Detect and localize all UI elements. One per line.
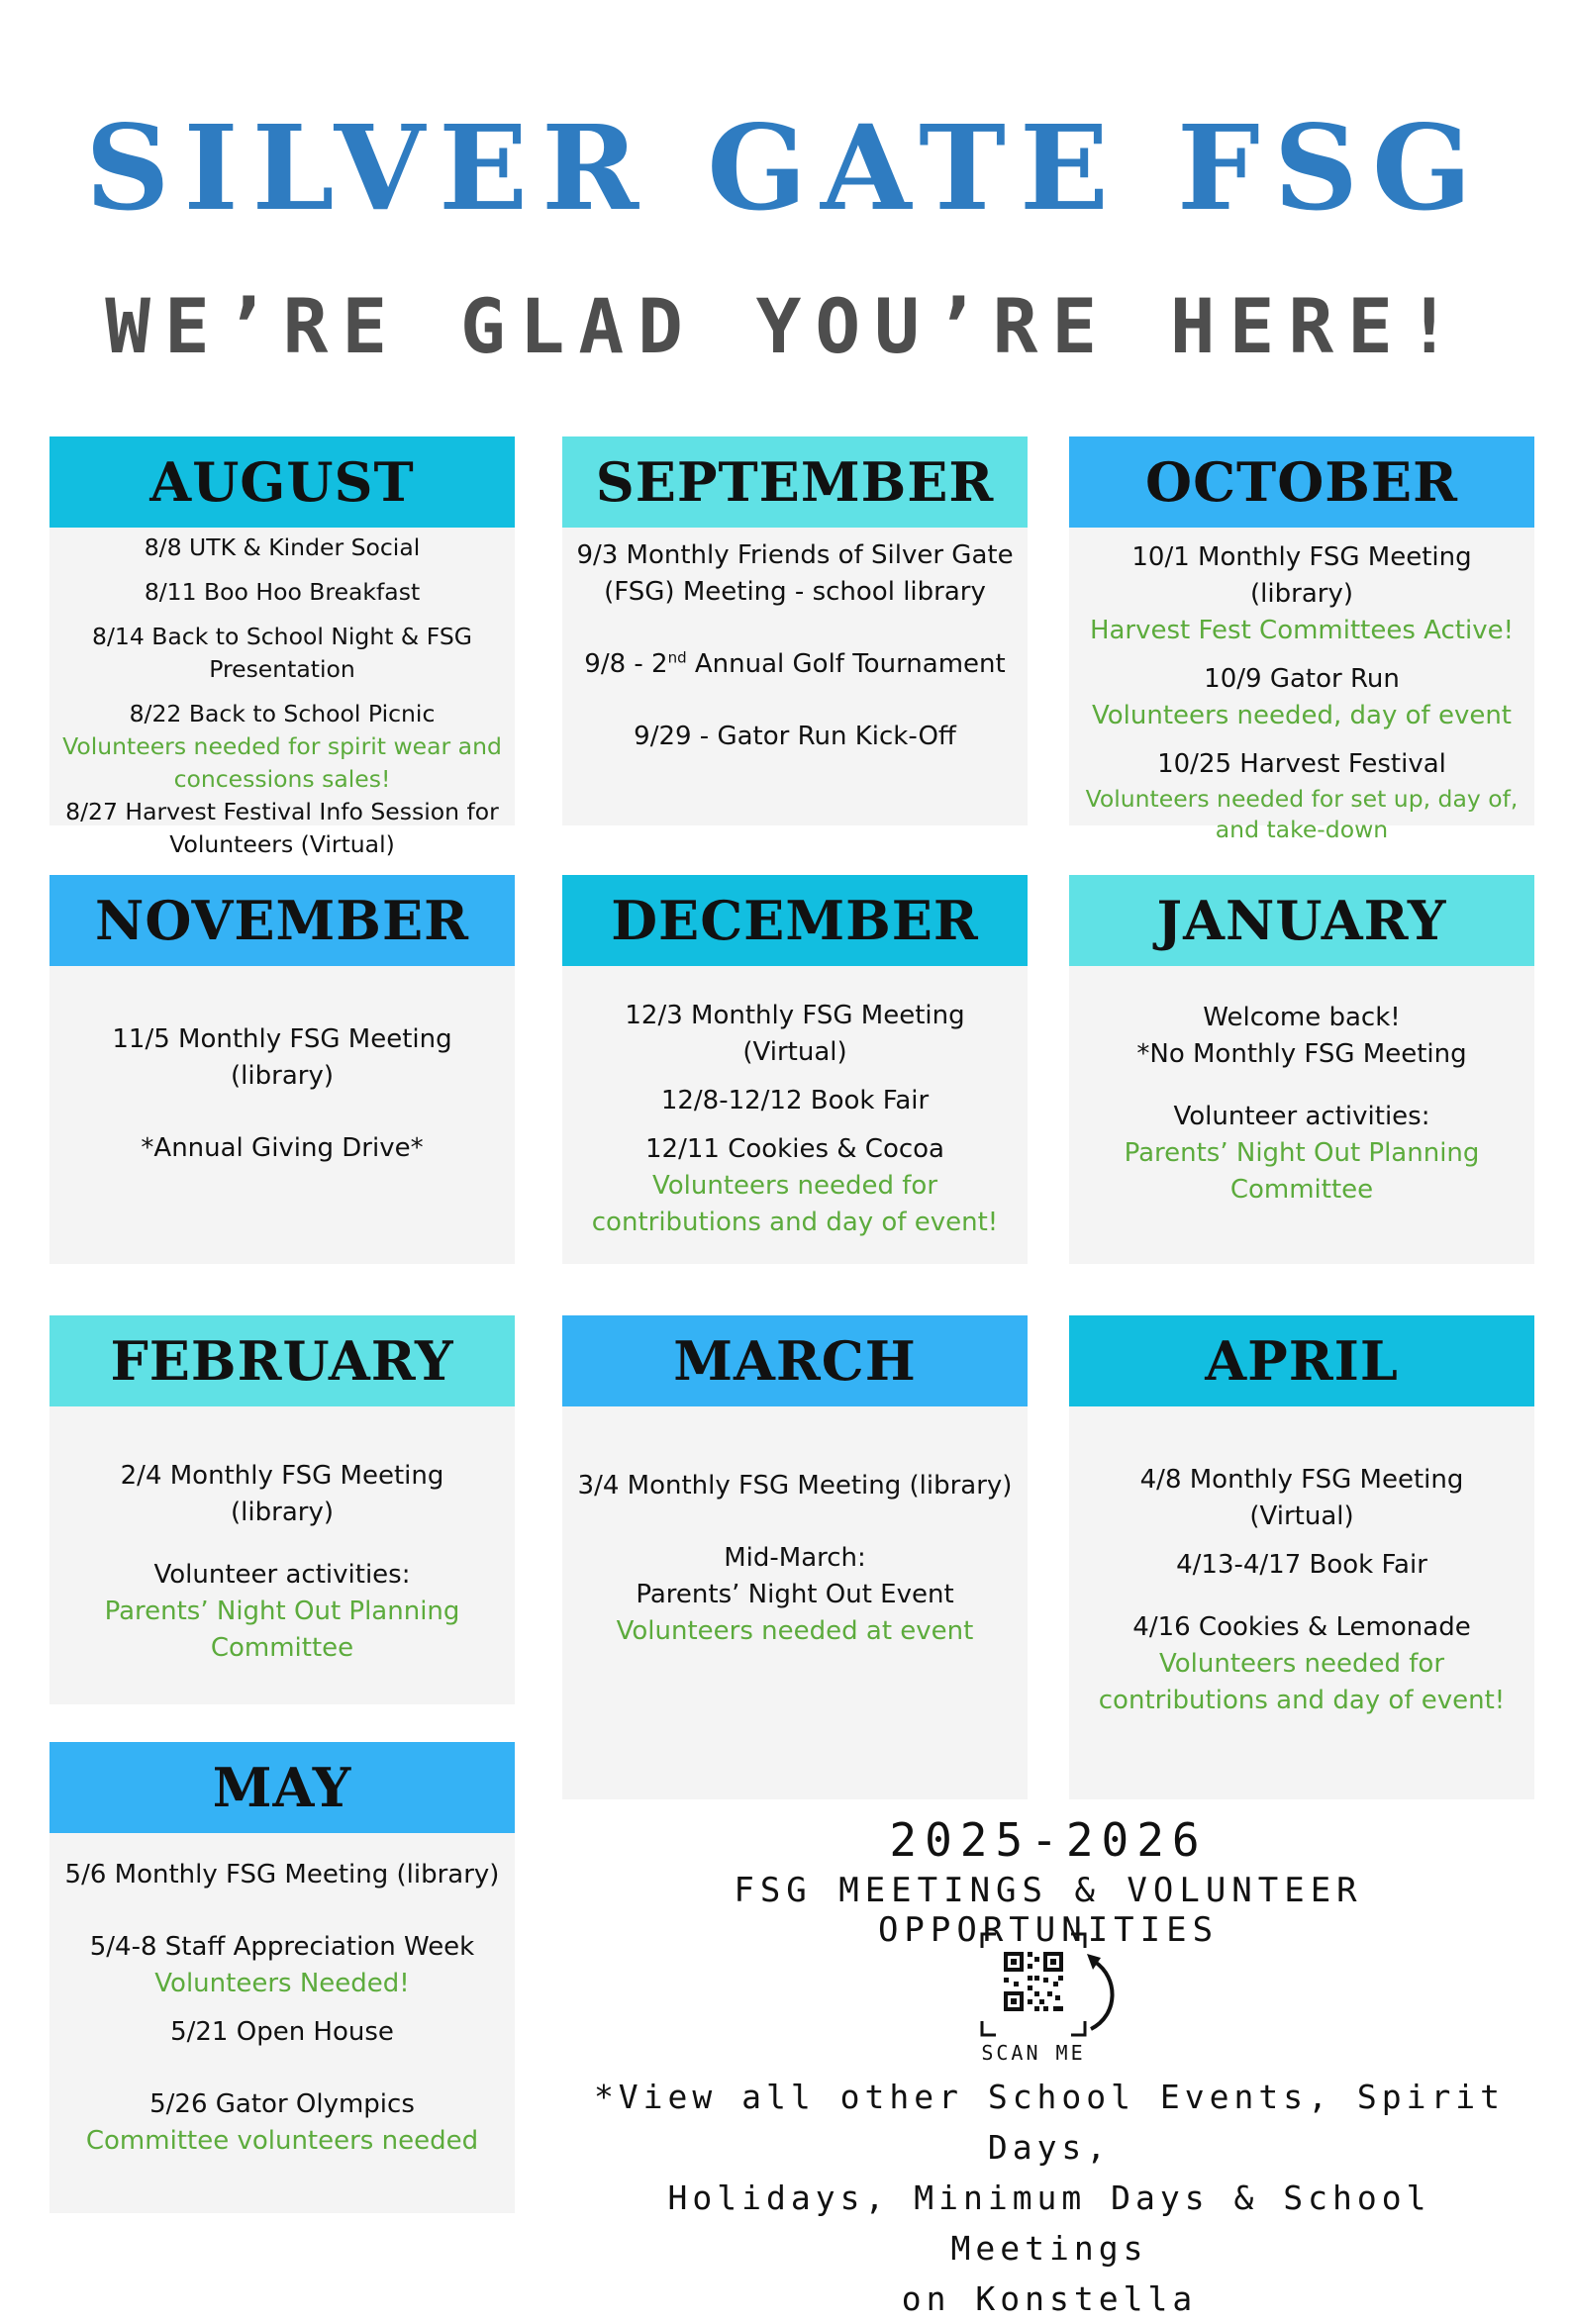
event-line: 2/4 Monthly FSG Meeting: [120, 1461, 444, 1491]
volunteer-note: concessions sales!: [173, 765, 391, 793]
event-line: 8/14 Back to School Night & FSG: [92, 623, 472, 650]
month-body-december: [562, 966, 1028, 1241]
event-line: *No Monthly FSG Meeting: [1136, 1039, 1467, 1069]
event-line: 5/4-8 Staff Appreciation Week: [89, 1932, 475, 1962]
month-card-december: [562, 875, 1028, 1264]
volunteer-note: Volunteers needed for set up, day of,: [1085, 785, 1519, 813]
event-line: Welcome back!: [1203, 1003, 1401, 1032]
month-body-january: [1069, 966, 1534, 1209]
month-header-april: APRIL: [1069, 1315, 1534, 1406]
event-line: 4/13-4/17 Book Fair: [1176, 1550, 1427, 1580]
event-line: 9/3 Monthly Friends of Silver Gate: [576, 540, 1014, 570]
event-line: Mid-March:: [724, 1543, 866, 1573]
footer-note-line: *View all other School Events, Spirit Days,: [593, 2078, 1506, 2167]
event-line: 5/26 Gator Olympics: [149, 2089, 415, 2119]
month-body-february: [49, 1406, 515, 1667]
volunteer-note: Volunteers needed for spirit wear and: [62, 732, 502, 760]
event-line: *Annual Giving Drive*: [141, 1133, 424, 1163]
month-body-september: [562, 528, 1028, 755]
volunteer-note: and take-down: [1215, 816, 1389, 843]
event-line: Volunteer activities:: [1173, 1102, 1430, 1131]
volunteer-note: Committee: [1229, 1175, 1374, 1205]
footer-note-line: Holidays, Minimum Days & School Meetings: [667, 2179, 1431, 2268]
event-line: (FSG) Meeting - school library: [604, 577, 986, 607]
scan-me-label: SCAN ME: [981, 2041, 1086, 2065]
event-line: 4/8 Monthly FSG Meeting: [1139, 1465, 1464, 1495]
month-body-august: [49, 528, 515, 861]
qr-code-icon[interactable]: [978, 1930, 1136, 2041]
event-line: (Virtual): [1249, 1501, 1354, 1531]
volunteer-note: Parents’ Night Out Planning: [1124, 1138, 1480, 1168]
event-line: 5/6 Monthly FSG Meeting (library): [64, 1860, 500, 1889]
month-header-august: AUGUST: [49, 436, 515, 528]
event-line: 9/8 - 2nd Annual Golf Tournament: [584, 648, 1006, 679]
month-card-april: [1069, 1315, 1534, 1799]
month-card-march: [562, 1315, 1028, 1799]
volunteer-note: Volunteers Needed!: [154, 1969, 410, 1998]
volunteer-note: Committee volunteers needed: [85, 2126, 479, 2156]
event-line: (Virtual): [742, 1037, 847, 1067]
month-header-may: MAY: [49, 1742, 515, 1833]
month-card-february: [49, 1315, 515, 1704]
event-line: 5/21 Open House: [170, 2017, 394, 2047]
month-header-october: OCTOBER: [1069, 436, 1534, 528]
event-line: 3/4 Monthly FSG Meeting (library): [577, 1471, 1013, 1501]
event-line: (library): [231, 1498, 334, 1527]
month-header-december: DECEMBER: [562, 875, 1028, 966]
volunteer-note: Volunteers needed at event: [616, 1616, 974, 1646]
month-body-october: [1069, 528, 1534, 843]
event-line: 8/11 Boo Hoo Breakfast: [144, 578, 421, 606]
volunteer-note: Parents’ Night Out Planning: [104, 1597, 460, 1626]
month-body-november: [49, 966, 515, 1167]
event-line: 9/29 - Gator Run Kick-Off: [634, 722, 956, 751]
month-header-september: SEPTEMBER: [562, 436, 1028, 528]
volunteer-note: Volunteers needed for: [1158, 1649, 1445, 1679]
event-line: 12/8-12/12 Book Fair: [660, 1086, 930, 1115]
volunteer-note: Volunteers needed, day of event: [1091, 701, 1512, 730]
volunteer-note: contributions and day of event!: [591, 1208, 999, 1237]
event-line: 8/8 UTK & Kinder Social: [144, 533, 421, 561]
month-body-april: [1069, 1406, 1534, 1719]
event-line: 12/3 Monthly FSG Meeting: [625, 1001, 965, 1030]
event-line: 8/22 Back to School Picnic: [129, 700, 436, 727]
volunteer-note: contributions and day of event!: [1098, 1686, 1506, 1715]
month-card-may: [49, 1742, 515, 2213]
month-header-march: MARCH: [562, 1315, 1028, 1406]
event-line: Parents’ Night Out Event: [636, 1580, 954, 1609]
page-subtitle: WE’RE GLAD YOU’RE HERE!: [105, 282, 1466, 370]
footer-subtitle: FSG MEETINGS & VOLUNTEER OPPORTUNITIES: [734, 1871, 1363, 1950]
event-line: Volunteers (Virtual): [169, 830, 395, 858]
event-line: 10/1 Monthly FSG Meeting (library): [1131, 542, 1472, 609]
month-header-january: JANUARY: [1069, 875, 1534, 966]
month-header-november: NOVEMBER: [49, 875, 515, 966]
month-card-september: [562, 436, 1028, 825]
month-card-october: [1069, 436, 1534, 843]
event-line: 11/5 Monthly FSG Meeting (library): [112, 1024, 452, 1091]
event-line: 10/9 Gator Run: [1204, 664, 1400, 694]
volunteer-note: Committee: [210, 1633, 354, 1663]
month-body-march: [562, 1406, 1028, 1650]
volunteer-note: Harvest Fest Committees Active!: [1089, 616, 1515, 645]
school-year: 2025-2026: [889, 1813, 1208, 1867]
month-card-january: [1069, 875, 1534, 1264]
event-line: 4/16 Cookies & Lemonade: [1132, 1612, 1471, 1642]
volunteer-note: Volunteers needed for: [651, 1171, 938, 1201]
footer-note: [584, 2072, 1515, 2324]
page-title: SILVER GATE FSG: [85, 99, 1486, 237]
month-header-february: FEBRUARY: [49, 1315, 515, 1406]
event-line: 10/25 Harvest Festival: [1157, 749, 1446, 779]
event-line: Presentation: [209, 655, 355, 683]
event-line: 8/27 Harvest Festival Info Session for: [65, 798, 499, 825]
event-line: 12/11 Cookies & Cocoa: [645, 1134, 944, 1164]
month-card-august: [49, 436, 515, 858]
footer-note-line: on Konstella: [901, 2279, 1198, 2318]
qr-scan-block[interactable]: [978, 1930, 1136, 2069]
month-body-may: [49, 1833, 515, 2160]
event-line: Volunteer activities:: [153, 1560, 411, 1590]
month-card-november: [49, 875, 515, 1264]
